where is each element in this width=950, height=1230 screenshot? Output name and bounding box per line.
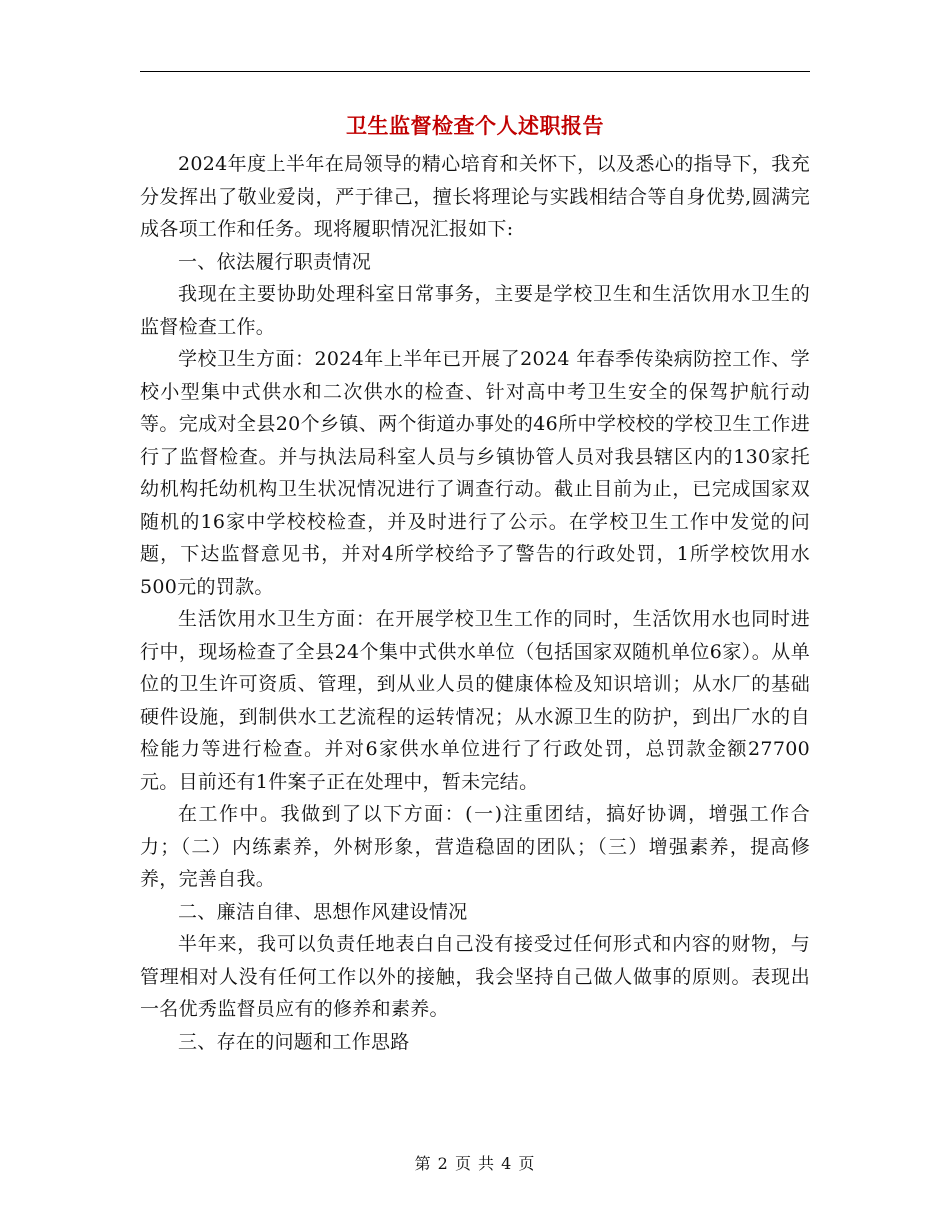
document-body [140,148,810,1058]
intro-paragraph: 2024年度上半年在局领导的精心培育和关怀下，以及悉心的指导下，我充分发挥出了敬业爱岗，严于律己，擅长将理论与实践相结合等自身优势,圆满完成各项工作和任务。现将履职情况汇报如下: [140,153,810,240]
header-rule [140,71,810,72]
work-practices-paragraph: 在工作中。我做到了以下方面：(一)注重团结，搞好协调，增强工作合力；（二）内练素养，外树形象，营造稳固的团队；（三）增强素养，提高修养，完善自我。 [140,803,810,890]
school-hygiene-paragraph: 学校卫生方面：2024年上半年已开展了2024 年春季传染病防控工作、学校小型集中式供水和二次供水的检查、针对高中考卫生安全的保驾护航行动等。完成对全县20个乡镇、两个街道办事处的46所中学校校的学校卫生工作进行了监督检查。并与执法局科室人员与乡镇协管人员对我县辖区内的130家托幼机构托幼机构卫生状况情况进行了调查行动。截止目前为止，已完成国家双随机的16家中学校校检查，并及时进行了公示。在学校卫生工作中发觉的问题，下达监督意见书，并对4所学校给予了警告的行政处罚，1所学校饮用水500元的罚款。 [140,348,810,598]
integrity-paragraph: 半年来，我可以负责任地表白自己没有接受过任何形式和内容的财物，与管理相对人没有任何工作以外的接触，我会坚持自己做人做事的原则。表现出一名优秀监督员应有的修养和素养。 [140,933,810,1020]
document-title: 卫生监督检查个人述职报告 [346,114,604,138]
section-heading-3: 三、存在的问题和工作思路 [178,1030,410,1053]
page-number: 第 2 页 共 4 页 [414,1154,536,1173]
drinking-water-paragraph: 生活饮用水卫生方面：在开展学校卫生工作的同时，生活饮用水也同时进行中，现场检查了全县24个集中式供水单位（包括国家双随机单位6家）。从单位的卫生许可资质、管理，到从业人员的健康体检及知识培训；从水厂的基础硬件设施，到制供水工艺流程的运转情况；从水源卫生的防护，到出厂水的自检能力等进行检查。并对6家供水单位进行了行政处罚，总罚款金额27700元。目前还有1件案子正在处理中，暂未完结。 [140,608,810,793]
duties-paragraph: 我现在主要协助处理科室日常事务，主要是学校卫生和生活饮用水卫生的监督检查工作。 [140,283,810,338]
section-heading-2: 二、廉洁自律、思想作风建设情况 [178,900,468,923]
section-heading-1: 一、依法履行职责情况 [178,250,372,273]
